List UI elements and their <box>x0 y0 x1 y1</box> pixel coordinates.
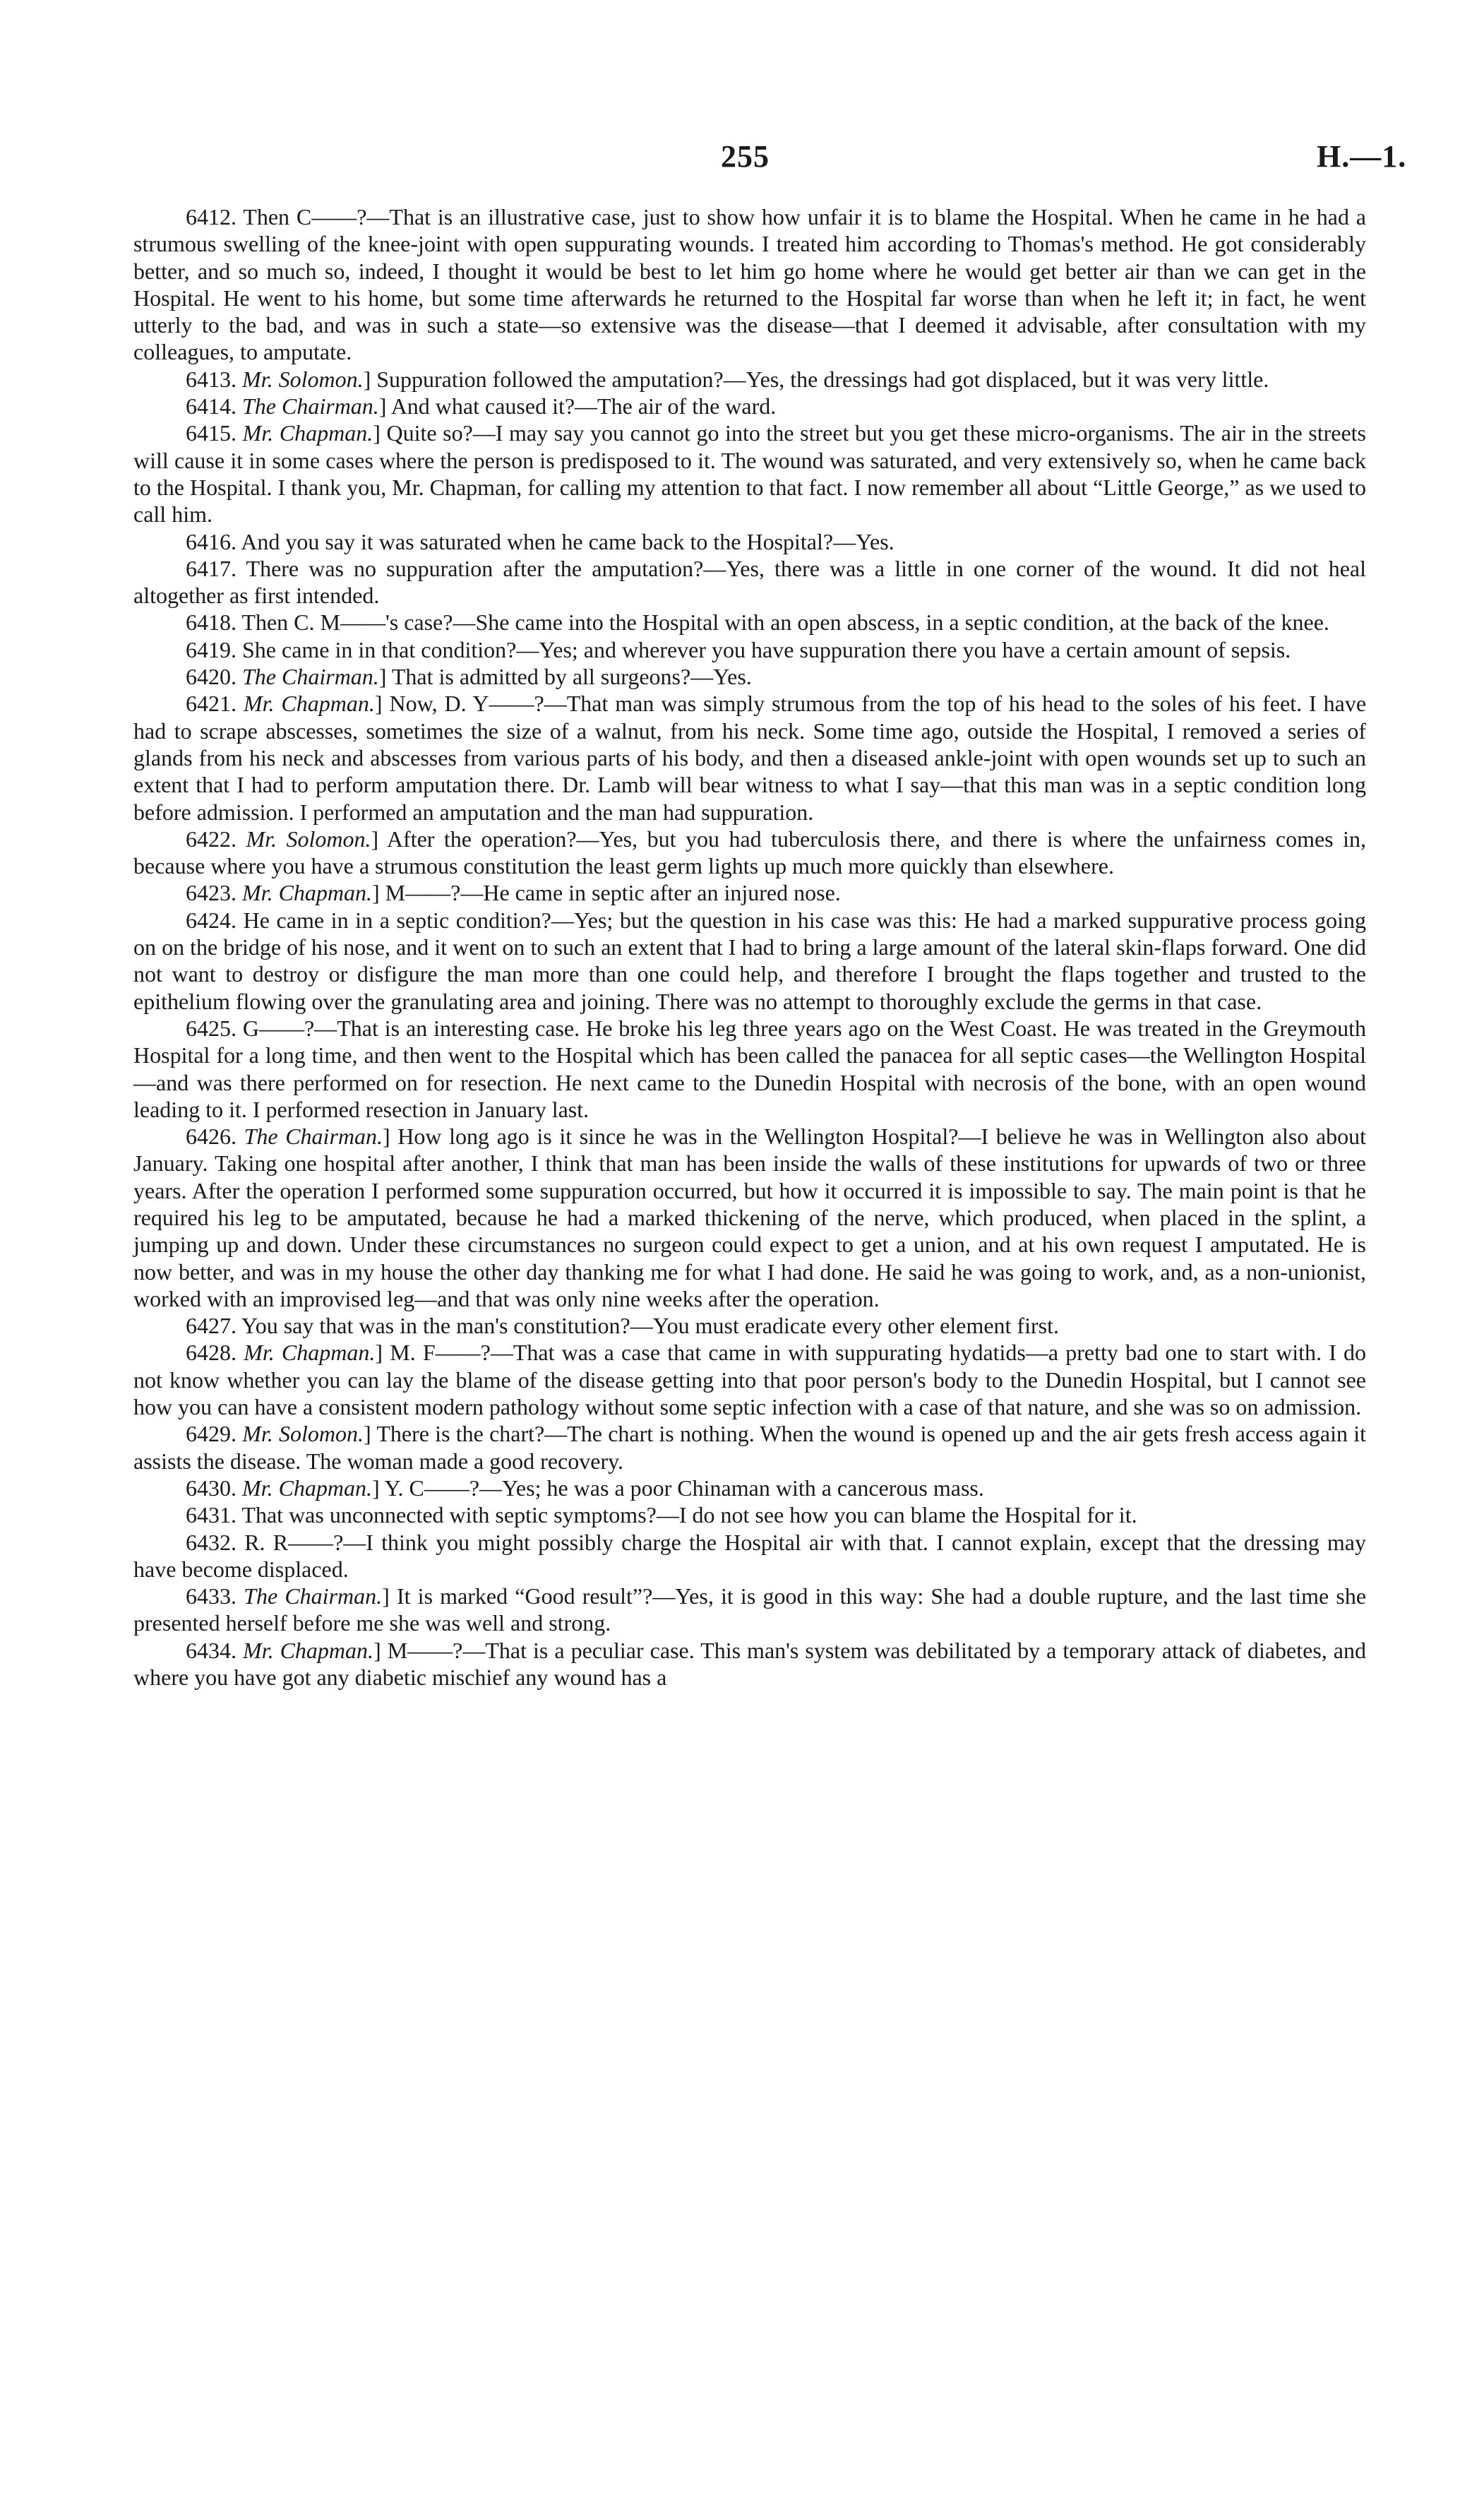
question-number: 6432. <box>186 1529 237 1555</box>
speaker-name: Mr. Chapman. <box>244 1340 376 1366</box>
speaker-name: The Chairman. <box>242 664 379 690</box>
testimony-text-content: M——?—That is a peculiar case. This man's system was debilitated by a temporary attack of diabetes, and where you have got any diabetic mischief any wound has a <box>133 1637 1367 1691</box>
speaker-bracket: ] <box>378 393 387 419</box>
document-reference: H.—1. <box>1317 139 1407 174</box>
question-number: 6418. <box>186 609 237 636</box>
question-number: 6413. <box>186 366 237 392</box>
testimony-paragraph <box>133 690 1366 825</box>
speaker-bracket: ] <box>378 664 387 690</box>
testimony-paragraph <box>133 555 1366 609</box>
testimony-paragraph <box>133 528 1366 555</box>
testimony-paragraph <box>133 1015 1366 1123</box>
testimony-text-content: There was no suppuration after the amputation?—Yes, there was a little in one corner of the wound. It did not heal altogether as first intended. <box>133 555 1367 609</box>
testimony-text-content: How long ago is it since he was in the Wellington Hospital?—I believe he was in Wellington also about January. Taking one hospital after another, I think that man has been inside the walls of these institutions for upwards of two or three years. After the operation I performed some suppuration occurred, but how it occurred it is impossible to say. The main point is that he required his leg to be amputated, because he had a marked thickening of the nerve, which produced, when placed in the splint, a jumping up and down. Under these circumstances no surgeon could expect to get a union, and at his own request I amputated. He is now better, and was in my house the other day thanking me for what I had done. He said he was going to work, and, as a non-unionist, worked with an improvised leg—and that was only nine weeks after the operation. <box>133 1124 1367 1311</box>
speaker-name: The Chairman. <box>242 393 379 419</box>
question-number: 6430. <box>186 1475 237 1501</box>
testimony-text-content: After the operation?—Yes, but you had tuberculosis there, and there is where the unfairness comes in, because where you have a strumous constitution the least germ lights up much more quickly than elsewhere. <box>133 826 1366 879</box>
question-number: 6421. <box>186 691 237 717</box>
question-number: 6415. <box>186 420 237 446</box>
testimony-text-content: Then C. M——'s case?—She came into the Hospital with an open abscess, in a septic condition, at the back of the knee. <box>241 609 1329 636</box>
speaker-bracket: ] <box>373 420 381 446</box>
question-number: 6419. <box>186 636 237 662</box>
testimony-text-content: Then C——?—That is an illustrative case, just to show how unfair it is to blame the Hospital. When he came in he had a strumous swelling of the knee-joint with open suppurating wounds. I treated him according to Thomas's method. He got considerably better, and so much so, indeed, I thought it would be best to let him go home where he would get better air than we can get in the Hospital. He went to his home, but some time afterwards he returned to the Hospital far worse than when he left it; in fact, he went utterly to the bad, and was in such a state—so extensive was the disease—that I deemed it advisable, after consultation with my colleagues, to amputate. <box>133 204 1367 365</box>
question-number: 6426. <box>186 1124 237 1150</box>
testimony-paragraph <box>133 1583 1366 1637</box>
testimony-text-content: Suppuration followed the amputation?—Yes, the dressings had got displaced, but it was very little. <box>376 366 1269 392</box>
speaker-name: Mr. Chapman. <box>242 880 373 906</box>
testimony-text-content: R. R——?—I think you might possibly charge the Hospital air with that. I cannot explain, except that the dressing may have become displaced. <box>133 1529 1367 1582</box>
speaker-name: Mr. Solomon. <box>242 366 364 392</box>
question-number: 6427. <box>186 1313 237 1339</box>
testimony-paragraph <box>133 1529 1366 1583</box>
speaker-bracket: ] <box>371 826 379 852</box>
question-number: 6414. <box>186 393 237 419</box>
testimony-text-content: There is the chart?—The chart is nothing. When the wound is opened up and the air gets fresh access again it assists the disease. The woman made a good recovery. <box>133 1421 1367 1474</box>
testimony-text-content: Now, D. Y——?—That man was simply strumous from the top of his head to the soles of his feet. I have had to scrape abscesses, sometimes the size of a walnut, from his neck. Some time ago, outside the Hospital, I removed a series of glands from his neck and abscesses from various parts of his body, and then a diseased ankle-joint with open wounds set up to such an extent that I had to perform amputation there. Dr. Lamb will bear witness to what I say—that this man was in a septic condition long before admission. I performed an amputation and the man had suppuration. <box>133 691 1367 825</box>
speaker-name: The Chairman. <box>244 1583 383 1609</box>
speaker-name: The Chairman. <box>244 1124 383 1150</box>
question-number: 6428. <box>186 1340 237 1366</box>
speaker-name: Mr. Solomon. <box>246 826 371 852</box>
speaker-bracket: ] <box>363 366 371 392</box>
question-number: 6434. <box>186 1637 237 1663</box>
question-number: 6429. <box>186 1421 237 1447</box>
speaker-bracket: ] <box>364 1421 371 1447</box>
testimony-text-content: Quite so?—I may say you cannot go into the street but you get these micro-organisms. The air in the streets will cause it in some cases where the person is predisposed to it. The wound was saturated, and very extensively so, when he came back to the Hospital. I thank you, Mr. Chapman, for calling my attention to that fact. I now remember all about “Little George,” as we used to call him. <box>133 420 1367 528</box>
page-number: 255 <box>721 139 770 174</box>
question-number: 6423. <box>186 880 237 906</box>
question-number: 6417. <box>186 555 237 581</box>
speaker-name: Mr. Chapman. <box>242 1475 373 1501</box>
testimony-paragraph <box>133 826 1366 880</box>
testimony-text-content: You say that was in the man's constitution?—You must eradicate every other element first. <box>241 1313 1059 1339</box>
testimony-text-content: That was unconnected with septic symptoms?—I do not see how you can blame the Hospital for it. <box>241 1502 1137 1528</box>
speaker-name: Mr. Chapman. <box>243 1637 374 1663</box>
testimony-text-content: M——?—He came in septic after an injured nose. <box>385 880 841 906</box>
testimony-paragraph <box>133 203 1366 366</box>
testimony-text-content: She came in in that condition?—Yes; and wherever you have suppuration there you have a certain amount of sepsis. <box>242 636 1291 662</box>
speaker-name: Mr. Chapman. <box>242 420 373 446</box>
speaker-bracket: ] <box>372 1475 380 1501</box>
testimony-paragraph <box>133 393 1366 419</box>
testimony-paragraph <box>133 419 1366 528</box>
speaker-bracket: ] <box>382 1583 390 1609</box>
testimony-paragraph <box>133 1123 1366 1312</box>
testimony-paragraph <box>133 1420 1366 1475</box>
testimony-paragraph <box>133 879 1366 906</box>
testimony-text-content: He came in in a septic condition?—Yes; but the question in his case was this: He had a marked suppurative process going on on the bridge of his nose, and it went on to such an extent that I had to bring a large amount of the lateral skin-flaps forward. One did not want to destroy or disfigure the man more than one could help, and therefore I brought the flaps together and trusted to the epithelium flowing over the granulating area and joining. There was no attempt to thoroughly exclude the germs in that case. <box>133 907 1367 1014</box>
question-number: 6433. <box>186 1583 237 1609</box>
testimony-text-content: G——?—That is an interesting case. He broke his leg three years ago on the West Coast. He was treated in the Greymouth Hospital for a long time, and then went to the Hospital which has been called the panacea for all septic cases—the Wellington Hospital—and was there performed on for resection. He next came to the Dunedin Hospital with necrosis of the bone, with an open wound leading to it. I performed resection in January last. <box>133 1015 1367 1122</box>
testimony-paragraph <box>133 636 1366 663</box>
testimony-paragraph <box>133 1312 1366 1339</box>
testimony-text-content: It is marked “Good result”?—Yes, it is good in this way: She had a double rupture, and the last time she presented herself before me she was well and strong. <box>133 1583 1367 1636</box>
question-number: 6422. <box>186 826 237 852</box>
speaker-name: Mr. Chapman. <box>243 691 375 717</box>
question-number: 6412. <box>186 204 237 230</box>
testimony-paragraph <box>133 1475 1366 1501</box>
question-number: 6424. <box>186 907 237 933</box>
testimony-paragraph <box>133 1339 1366 1420</box>
testimony-text <box>133 203 1366 1691</box>
testimony-paragraph <box>133 609 1366 636</box>
speaker-bracket: ] <box>372 880 380 906</box>
speaker-bracket: ] <box>383 1124 390 1150</box>
speaker-bracket: ] <box>374 691 383 717</box>
testimony-paragraph <box>133 1637 1366 1691</box>
testimony-paragraph <box>133 907 1366 1015</box>
question-number: 6416. <box>186 528 237 554</box>
testimony-text-content: Y. C——?—Yes; he was a poor Chinaman with a cancerous mass. <box>384 1475 984 1501</box>
testimony-paragraph <box>133 1501 1366 1528</box>
testimony-paragraph <box>133 366 1366 393</box>
question-number: 6431. <box>186 1502 237 1528</box>
speaker-name: Mr. Solomon. <box>242 1421 364 1447</box>
testimony-text-content: And what caused it?—The air of the ward. <box>390 393 777 419</box>
question-number: 6425. <box>186 1015 237 1041</box>
question-number: 6420. <box>186 664 237 690</box>
testimony-text-content: And you say it was saturated when he came back to the Hospital?—Yes. <box>241 528 894 554</box>
testimony-text-content: That is admitted by all surgeons?—Yes. <box>391 664 752 690</box>
testimony-paragraph <box>133 663 1366 690</box>
testimony-text-content: M. F——?—That was a case that came in with suppurating hydatids—a pretty bad one to start with. I do not know whether you can lay the blame of the disease getting into that poor person's body to the Dunedin Hospital, but I cannot see how you can have a consistent modern pathology without some septic infection with a case of that nature, and she was so on admission. <box>133 1340 1367 1420</box>
speaker-bracket: ] <box>375 1340 383 1366</box>
speaker-bracket: ] <box>373 1637 381 1663</box>
